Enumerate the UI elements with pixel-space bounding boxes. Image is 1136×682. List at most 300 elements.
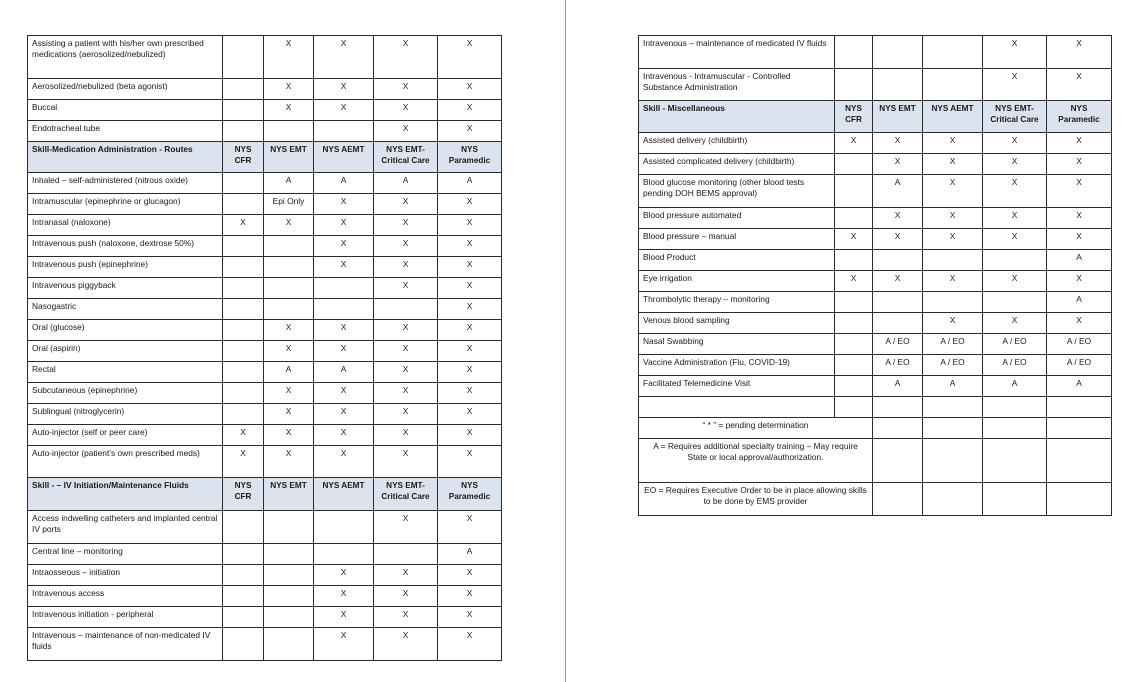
level-cell: A xyxy=(438,173,502,194)
table-row xyxy=(28,511,502,544)
level-cell: X xyxy=(374,236,438,257)
skill-name: Blood glucose monitoring (other blood tests pending DOH BEMS approval) xyxy=(639,175,835,208)
level-cell: X xyxy=(873,229,923,250)
skill-name: Intraosseous – initiation xyxy=(28,565,223,586)
table-row xyxy=(639,334,1112,355)
level-cell xyxy=(223,341,264,362)
level-cell xyxy=(264,628,314,661)
level-cell xyxy=(983,397,1047,418)
level-cell: Epi Only xyxy=(264,194,314,215)
level-cell: A xyxy=(983,376,1047,397)
level-cell: X xyxy=(873,208,923,229)
level-cell: X xyxy=(264,446,314,478)
level-cell: X xyxy=(438,607,502,628)
table-row xyxy=(28,100,502,121)
level-cell: X xyxy=(374,565,438,586)
skill-name: Blood Product xyxy=(639,250,835,271)
level-cell: X xyxy=(438,320,502,341)
level-cell: X xyxy=(983,229,1047,250)
skill-name: Oral (aspirin) xyxy=(28,341,223,362)
table-row xyxy=(28,278,502,299)
level-cell: X xyxy=(314,236,374,257)
skill-name: Auto-injector (self or peer care) xyxy=(28,425,223,446)
level-cell xyxy=(835,250,873,271)
empty-cell xyxy=(873,418,923,439)
page-divider xyxy=(565,0,566,682)
legend-text: EO = Requires Executive Order to be in place allowing skills to be done by EMS provider xyxy=(639,483,873,516)
table-row xyxy=(639,355,1112,376)
level-cell: X xyxy=(983,271,1047,292)
table-row xyxy=(28,383,502,404)
column-header: NYS CFR xyxy=(223,142,264,173)
section-header-row xyxy=(639,101,1112,133)
empty-cell xyxy=(873,483,923,516)
level-cell xyxy=(223,404,264,425)
legend-row xyxy=(639,418,1112,439)
level-cell xyxy=(835,355,873,376)
level-cell: X xyxy=(923,154,983,175)
level-cell: X xyxy=(314,383,374,404)
legend-text: A = Requires additional specialty training – May require State or local approval/authorization. xyxy=(639,439,873,483)
table-row xyxy=(28,79,502,100)
table-row xyxy=(28,362,502,383)
level-cell: X xyxy=(314,586,374,607)
level-cell: X xyxy=(873,154,923,175)
level-cell: X xyxy=(374,425,438,446)
skill-name: Inhaled – self-administered (nitrous oxide) xyxy=(28,173,223,194)
column-header: NYS AEMT xyxy=(314,142,374,173)
level-cell: X xyxy=(264,383,314,404)
level-cell xyxy=(873,36,923,69)
column-header: NYS CFR xyxy=(223,478,264,511)
legend-row xyxy=(639,439,1112,483)
level-cell: X xyxy=(983,313,1047,334)
level-cell: X xyxy=(374,79,438,100)
level-cell: X xyxy=(374,607,438,628)
skill-name: Auto-injector (patient’s own prescribed meds) xyxy=(28,446,223,478)
skill-name: Sublingual (nitroglycerin) xyxy=(28,404,223,425)
level-cell: A xyxy=(314,173,374,194)
empty-cell xyxy=(983,483,1047,516)
level-cell: X xyxy=(264,215,314,236)
level-cell xyxy=(923,292,983,313)
level-cell xyxy=(223,383,264,404)
table-row xyxy=(639,208,1112,229)
table-row xyxy=(28,215,502,236)
skill-name: Intravenous - Intramuscular - Controlled Substance Administration xyxy=(639,69,835,101)
level-cell xyxy=(873,397,923,418)
table-row xyxy=(639,229,1112,250)
skill-name: Subcutaneous (epinephrine) xyxy=(28,383,223,404)
level-cell: X xyxy=(1047,36,1112,69)
skill-name: Vaccine Administration (Flu, COVID-19) xyxy=(639,355,835,376)
table-row xyxy=(639,292,1112,313)
level-cell: X xyxy=(223,446,264,478)
level-cell: X xyxy=(314,404,374,425)
level-cell xyxy=(835,313,873,334)
level-cell xyxy=(223,511,264,544)
column-header: NYS Paramedic xyxy=(438,142,502,173)
table-row xyxy=(28,173,502,194)
column-header: NYS Paramedic xyxy=(1047,101,1112,133)
level-cell: X xyxy=(438,446,502,478)
level-cell: X xyxy=(264,404,314,425)
level-cell xyxy=(835,334,873,355)
level-cell xyxy=(264,278,314,299)
column-header: NYS AEMT xyxy=(923,101,983,133)
level-cell: X xyxy=(983,208,1047,229)
level-cell xyxy=(264,299,314,320)
level-cell: X xyxy=(1047,208,1112,229)
level-cell: X xyxy=(374,511,438,544)
table-row xyxy=(639,175,1112,208)
level-cell: X xyxy=(438,383,502,404)
level-cell: X xyxy=(1047,133,1112,154)
skill-name: Assisted complicated delivery (childbirth) xyxy=(639,154,835,175)
level-cell xyxy=(983,292,1047,313)
table-row xyxy=(639,133,1112,154)
empty-cell xyxy=(923,418,983,439)
level-cell: X xyxy=(1047,229,1112,250)
level-cell: X xyxy=(438,36,502,79)
table-row xyxy=(639,376,1112,397)
level-cell: X xyxy=(983,175,1047,208)
level-cell: X xyxy=(264,425,314,446)
level-cell: X xyxy=(1047,154,1112,175)
level-cell xyxy=(923,250,983,271)
level-cell: A xyxy=(314,362,374,383)
section-title: Skill - Miscellaneous xyxy=(639,101,835,133)
level-cell: X xyxy=(438,404,502,425)
column-header: NYS EMT-Critical Care xyxy=(374,478,438,511)
level-cell xyxy=(223,607,264,628)
level-cell: A / EO xyxy=(983,334,1047,355)
skill-name: Venous blood sampling xyxy=(639,313,835,334)
level-cell xyxy=(223,173,264,194)
level-cell: X xyxy=(314,257,374,278)
level-cell: X xyxy=(1047,313,1112,334)
level-cell: A / EO xyxy=(873,334,923,355)
level-cell: A / EO xyxy=(873,355,923,376)
level-cell: X xyxy=(314,425,374,446)
column-header: NYS CFR xyxy=(835,101,873,133)
level-cell xyxy=(223,36,264,79)
level-cell xyxy=(223,299,264,320)
level-cell xyxy=(264,236,314,257)
level-cell xyxy=(223,100,264,121)
left-skills-table xyxy=(27,35,502,661)
level-cell: X xyxy=(438,236,502,257)
skill-name: Assisted delivery (childbirth) xyxy=(639,133,835,154)
level-cell: X xyxy=(835,271,873,292)
level-cell: X xyxy=(374,194,438,215)
level-cell xyxy=(873,69,923,101)
level-cell: X xyxy=(438,425,502,446)
level-cell: A / EO xyxy=(983,355,1047,376)
level-cell: X xyxy=(314,565,374,586)
level-cell: X xyxy=(923,133,983,154)
level-cell xyxy=(835,69,873,101)
level-cell: X xyxy=(314,446,374,478)
level-cell: X xyxy=(873,271,923,292)
level-cell xyxy=(873,250,923,271)
level-cell: X xyxy=(983,69,1047,101)
column-header: NYS EMT-Critical Care xyxy=(374,142,438,173)
level-cell: X xyxy=(923,313,983,334)
level-cell: X xyxy=(374,446,438,478)
level-cell xyxy=(873,313,923,334)
level-cell xyxy=(923,69,983,101)
level-cell: A xyxy=(923,376,983,397)
level-cell: A xyxy=(1047,250,1112,271)
level-cell: X xyxy=(438,215,502,236)
empty-cell xyxy=(923,483,983,516)
level-cell: X xyxy=(264,100,314,121)
level-cell: X xyxy=(438,299,502,320)
level-cell xyxy=(923,36,983,69)
level-cell xyxy=(264,511,314,544)
level-cell: X xyxy=(923,175,983,208)
empty-cell xyxy=(873,439,923,483)
level-cell: X xyxy=(835,229,873,250)
level-cell: A / EO xyxy=(923,355,983,376)
level-cell: X xyxy=(374,586,438,607)
level-cell: X xyxy=(223,215,264,236)
level-cell: X xyxy=(438,278,502,299)
level-cell: X xyxy=(1047,69,1112,101)
table-row xyxy=(28,607,502,628)
level-cell: X xyxy=(1047,271,1112,292)
table-row xyxy=(28,341,502,362)
level-cell xyxy=(835,36,873,69)
empty-cell xyxy=(1047,483,1112,516)
table-row xyxy=(28,194,502,215)
section-title: Skill - – IV Initiation/Maintenance Fluids xyxy=(28,478,223,511)
level-cell: A / EO xyxy=(923,334,983,355)
level-cell: A xyxy=(873,175,923,208)
level-cell xyxy=(314,121,374,142)
table-row xyxy=(28,320,502,341)
column-header: NYS AEMT xyxy=(314,478,374,511)
level-cell: A xyxy=(873,376,923,397)
level-cell: A xyxy=(438,544,502,565)
level-cell xyxy=(835,175,873,208)
level-cell: X xyxy=(438,79,502,100)
table-row xyxy=(639,397,1112,418)
level-cell: X xyxy=(438,362,502,383)
skill-name: Nasogastric xyxy=(28,299,223,320)
level-cell xyxy=(835,397,873,418)
level-cell xyxy=(835,154,873,175)
skill-name: Central line – monitoring xyxy=(28,544,223,565)
skill-name: Intravenous access xyxy=(28,586,223,607)
level-cell xyxy=(223,362,264,383)
level-cell: X xyxy=(983,36,1047,69)
level-cell: X xyxy=(223,425,264,446)
table-row xyxy=(28,628,502,661)
skill-name: Assisting a patient with his/her own prescribed medications (aerosolized/nebulized) xyxy=(28,36,223,79)
level-cell: X xyxy=(314,79,374,100)
table-row xyxy=(28,565,502,586)
level-cell xyxy=(264,544,314,565)
level-cell xyxy=(314,299,374,320)
level-cell xyxy=(374,544,438,565)
level-cell: X xyxy=(438,341,502,362)
level-cell xyxy=(223,628,264,661)
skill-name: Aerosolized/nebulized (beta agonist) xyxy=(28,79,223,100)
level-cell: A xyxy=(264,173,314,194)
skill-name: Oral (glucose) xyxy=(28,320,223,341)
level-cell xyxy=(314,511,374,544)
table-row xyxy=(28,404,502,425)
level-cell xyxy=(835,292,873,313)
table-row xyxy=(639,250,1112,271)
level-cell: X xyxy=(438,628,502,661)
level-cell xyxy=(223,79,264,100)
level-cell: A xyxy=(374,173,438,194)
level-cell: X xyxy=(438,257,502,278)
level-cell: X xyxy=(374,278,438,299)
level-cell xyxy=(223,544,264,565)
empty-cell xyxy=(983,439,1047,483)
level-cell xyxy=(835,208,873,229)
level-cell: X xyxy=(314,215,374,236)
column-header: NYS EMT xyxy=(264,478,314,511)
level-cell xyxy=(223,121,264,142)
level-cell: X xyxy=(314,36,374,79)
level-cell xyxy=(223,278,264,299)
table-row xyxy=(28,257,502,278)
level-cell: X xyxy=(314,628,374,661)
level-cell: X xyxy=(983,154,1047,175)
level-cell: X xyxy=(314,320,374,341)
level-cell xyxy=(873,292,923,313)
legend-text: “ * ” = pending determination xyxy=(639,418,873,439)
column-header: NYS EMT xyxy=(873,101,923,133)
level-cell xyxy=(923,397,983,418)
legend-row xyxy=(639,483,1112,516)
column-header: NYS Paramedic xyxy=(438,478,502,511)
level-cell: X xyxy=(923,208,983,229)
skill-name: Blood pressure – manual xyxy=(639,229,835,250)
level-cell: X xyxy=(374,404,438,425)
level-cell xyxy=(264,121,314,142)
level-cell xyxy=(835,376,873,397)
level-cell xyxy=(223,320,264,341)
level-cell: X xyxy=(835,133,873,154)
table-row xyxy=(639,313,1112,334)
empty-cell xyxy=(923,439,983,483)
skill-name: Facilitated Telemedicine Visit xyxy=(639,376,835,397)
skill-name: Nasal Swabbing xyxy=(639,334,835,355)
section-header-row xyxy=(28,142,502,173)
level-cell xyxy=(314,544,374,565)
skill-name: Intravenous piggyback xyxy=(28,278,223,299)
level-cell: X xyxy=(264,341,314,362)
level-cell: A xyxy=(1047,376,1112,397)
level-cell: X xyxy=(374,36,438,79)
skill-name: Intranasal (naloxone) xyxy=(28,215,223,236)
skill-name: Intravenous push (naloxone, dextrose 50%) xyxy=(28,236,223,257)
level-cell: X xyxy=(983,133,1047,154)
table-row xyxy=(28,446,502,478)
level-cell xyxy=(983,250,1047,271)
skill-name: Blood pressure automated xyxy=(639,208,835,229)
empty-cell xyxy=(1047,418,1112,439)
level-cell: X xyxy=(374,341,438,362)
column-header: NYS EMT xyxy=(264,142,314,173)
table-row xyxy=(28,425,502,446)
level-cell: A xyxy=(264,362,314,383)
level-cell: X xyxy=(264,320,314,341)
level-cell: X xyxy=(374,383,438,404)
level-cell: X xyxy=(438,121,502,142)
level-cell: X xyxy=(873,133,923,154)
skill-name: Intravenous – maintenance of non-medicated IV fluids xyxy=(28,628,223,661)
level-cell: X xyxy=(438,194,502,215)
table-row xyxy=(28,121,502,142)
table-row xyxy=(28,36,502,79)
table-row xyxy=(639,154,1112,175)
column-header: NYS EMT-Critical Care xyxy=(983,101,1047,133)
skill-name: Access indwelling catheters and implanted central IV ports xyxy=(28,511,223,544)
level-cell xyxy=(223,257,264,278)
level-cell: X xyxy=(264,36,314,79)
level-cell: A / EO xyxy=(1047,334,1112,355)
level-cell: X xyxy=(264,79,314,100)
level-cell: X xyxy=(1047,175,1112,208)
table-row xyxy=(639,69,1112,101)
level-cell: X xyxy=(314,607,374,628)
section-title: Skill-Medication Administration - Routes xyxy=(28,142,223,173)
level-cell: X xyxy=(374,628,438,661)
level-cell: X xyxy=(374,100,438,121)
level-cell: X xyxy=(314,341,374,362)
skill-name: Thrombolytic therapy – monitoring xyxy=(639,292,835,313)
skill-name: Buccal xyxy=(28,100,223,121)
level-cell: X xyxy=(374,215,438,236)
table-row xyxy=(28,236,502,257)
level-cell xyxy=(374,299,438,320)
empty-cell xyxy=(1047,439,1112,483)
level-cell xyxy=(223,586,264,607)
level-cell: A xyxy=(1047,292,1112,313)
empty-cell xyxy=(983,418,1047,439)
skill-name: Intravenous initiation - peripheral xyxy=(28,607,223,628)
level-cell: X xyxy=(438,511,502,544)
level-cell xyxy=(264,565,314,586)
skill-name: Intramuscular (epinephrine or glucagon) xyxy=(28,194,223,215)
level-cell: A / EO xyxy=(1047,355,1112,376)
level-cell: X xyxy=(374,257,438,278)
skill-name: Intravenous push (epinephrine) xyxy=(28,257,223,278)
level-cell xyxy=(223,236,264,257)
skill-name: Rectal xyxy=(28,362,223,383)
table-row xyxy=(28,544,502,565)
table-row xyxy=(639,36,1112,69)
level-cell xyxy=(264,257,314,278)
skill-name: Endotracheal tube xyxy=(28,121,223,142)
table-row xyxy=(28,299,502,320)
level-cell: X xyxy=(374,362,438,383)
level-cell: X xyxy=(374,320,438,341)
level-cell: X xyxy=(438,565,502,586)
level-cell xyxy=(264,607,314,628)
level-cell xyxy=(223,565,264,586)
skill-name: Intravenous – maintenance of medicated IV fluids xyxy=(639,36,835,69)
level-cell xyxy=(314,278,374,299)
skill-name: Eye irrigation xyxy=(639,271,835,292)
